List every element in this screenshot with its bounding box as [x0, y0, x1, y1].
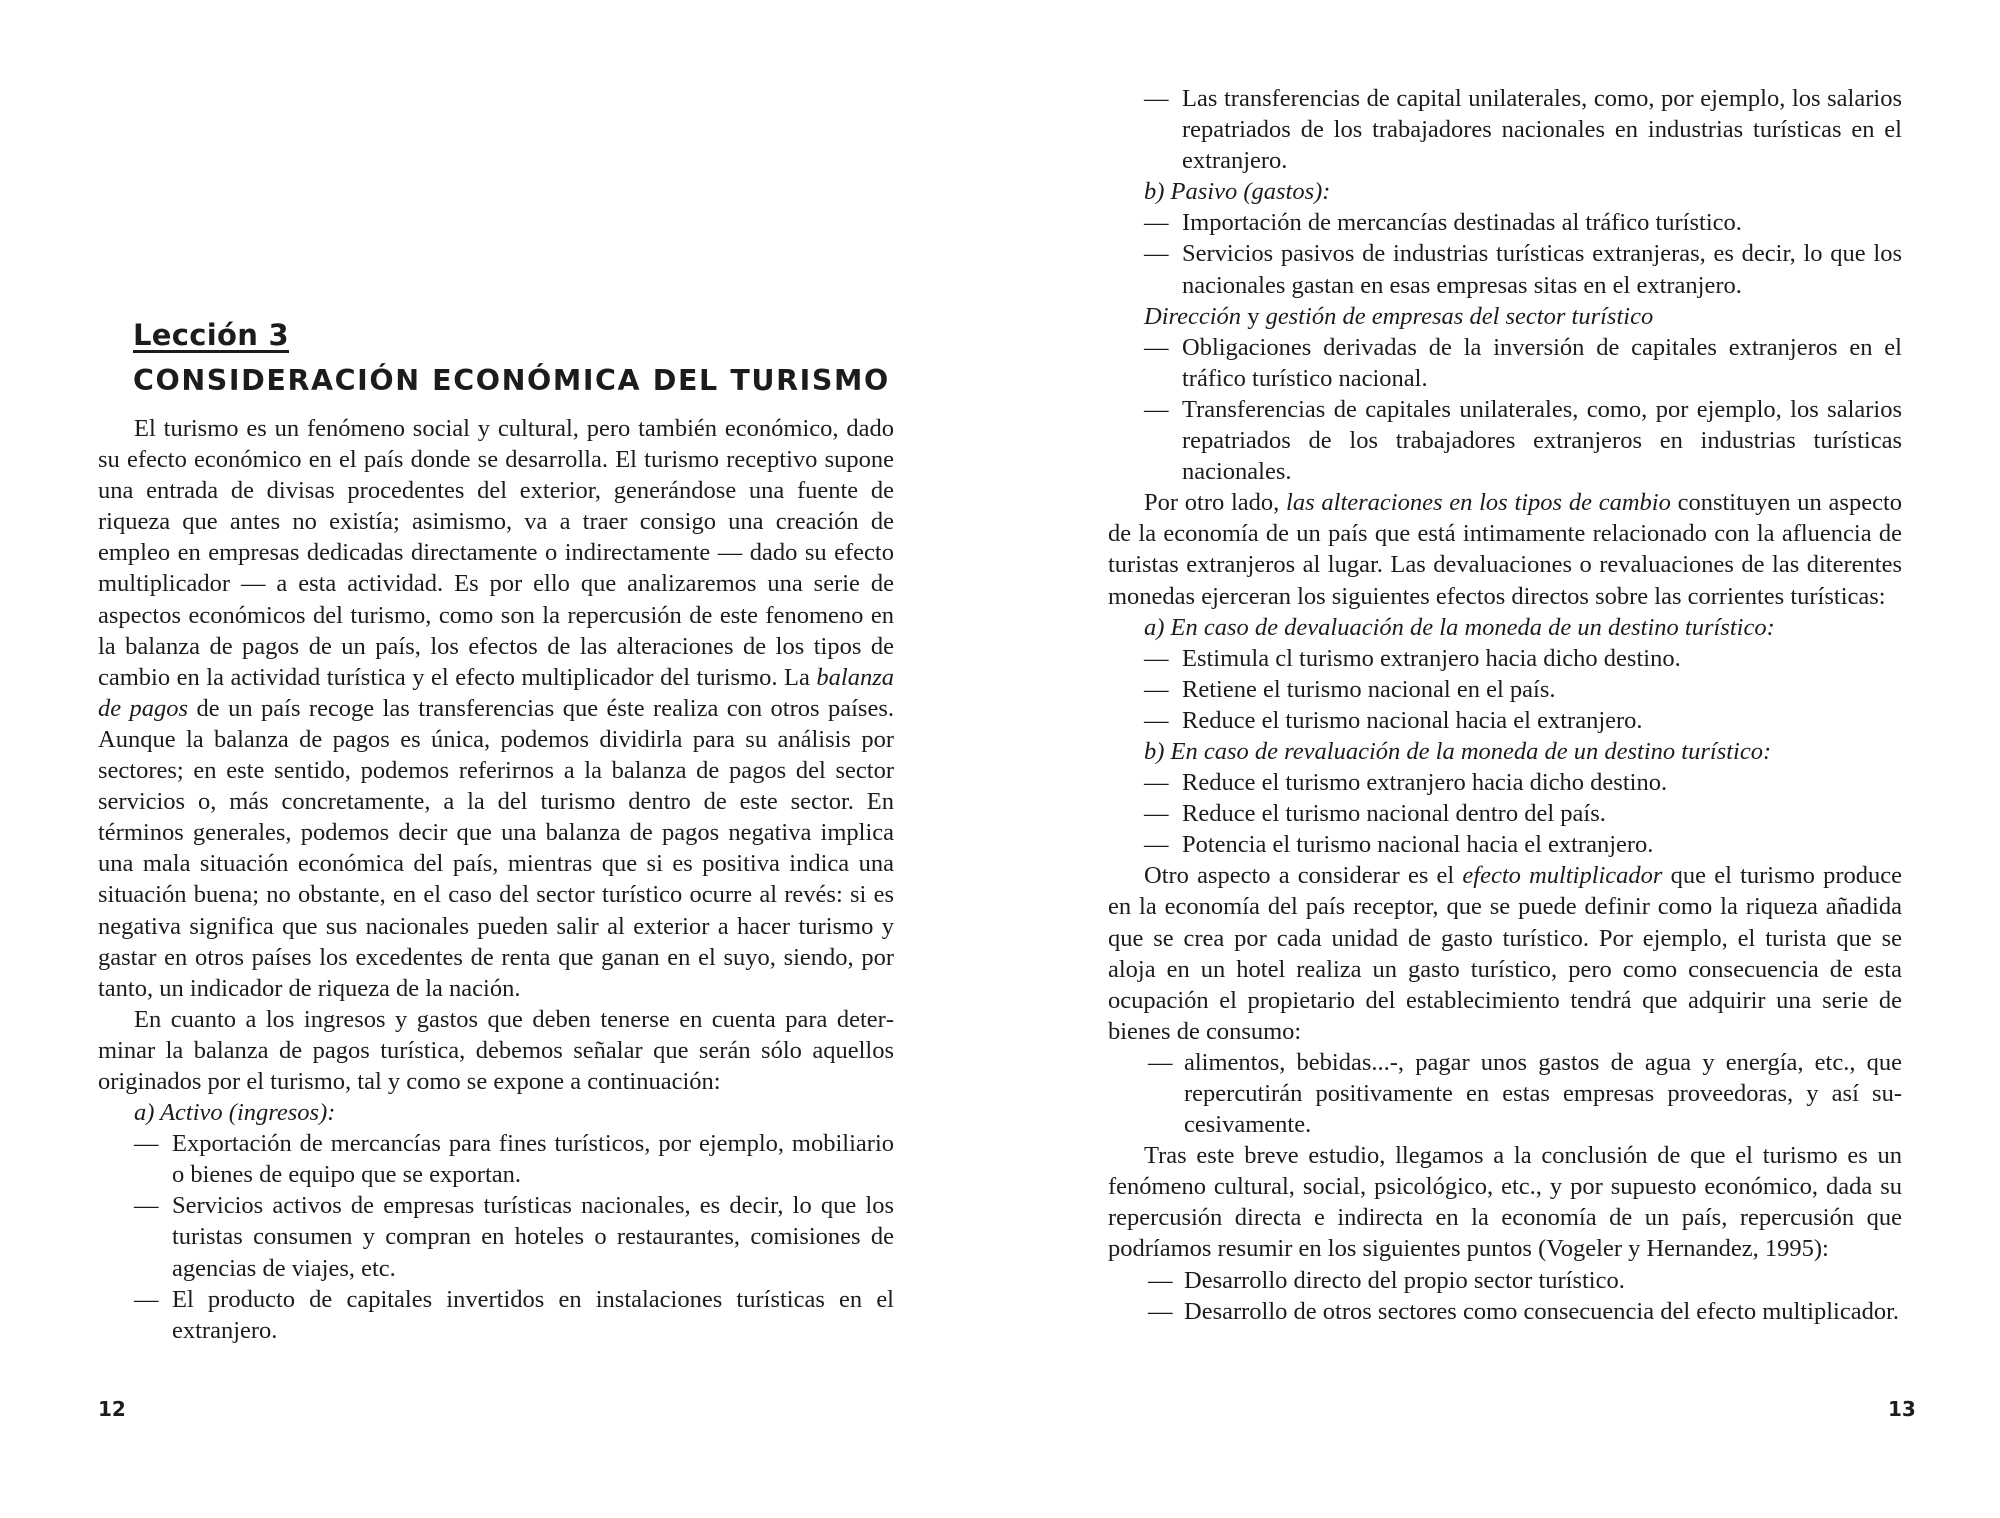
- paragraph-text: Otro aspecto a considerar es el: [1144, 862, 1463, 890]
- list-item: [98, 1128, 894, 1190]
- emphasis-balanza-de-pagos: balanza de pagos: [98, 663, 894, 722]
- pasivo-heading: [1108, 176, 1902, 207]
- dash-mark: —: [1144, 395, 1169, 423]
- intro-paragraph: [98, 413, 894, 1004]
- list-item-text: Reduce el turismo nacional dentro del país.: [1182, 800, 1606, 828]
- list-item: [1108, 705, 1902, 736]
- list-item-text: Reduce el turismo extranjero hacia dicho destino.: [1182, 769, 1668, 797]
- devaluacion-heading-text: a) En caso de devaluación de la moneda de un destino turístico:: [1144, 613, 1775, 641]
- list-item: [1108, 238, 1902, 300]
- direccion-heading-part1: Dirección: [1144, 302, 1242, 330]
- paragraph-text: constituyen un aspecto de la economía de un país que está intimamente relacionado con la afluencia de turistas extranjeros al lugar. Las devaluaciones o revaluaciones de las diterentes monedas ejerceran los siguientes efectos directos sobre las corrientes turísticas:: [1108, 489, 1902, 610]
- dash-mark: —: [1144, 800, 1169, 828]
- lesson-number: Lección 3: [133, 318, 290, 352]
- paragraph-text: Por otro lado,: [1144, 489, 1287, 517]
- conclusion-paragraph: Tras este breve estudio, llegamos a la conclusión de que el turismo es un fenómeno cultural, social, psicológico, etc., y por supuesto económico, dada su repercusión directa e indirecta en la economía de un país, repercusión que podríamos resumir en los siguientes puntos (Vogeler y Hernandez, 1995):: [1108, 1142, 1902, 1263]
- paragraph-text: que el turismo produce en la economía del país receptor, que se puede definir como la riqueza añadida que se crea por cada unidad de gasto turístico. Por ejemplo, el turista que se aloja en un hotel realiza un gasto turístico, pero como consecuencia de esta ocupación el propietario del establecimiento tendrá que adquirir una serie de bienes de consumo:: [1108, 862, 1903, 1045]
- list-item: [1108, 207, 1902, 238]
- list-item: [1108, 767, 1902, 798]
- dash-mark: —: [1144, 675, 1169, 703]
- list-item: [98, 1284, 894, 1346]
- efecto-multiplicador-paragraph: [1108, 860, 1902, 1047]
- pasivo-heading-text: b) Pasivo (gastos):: [1144, 178, 1331, 206]
- dash-mark: —: [1148, 1266, 1173, 1294]
- emphasis-efecto-multiplicador: efecto multiplicador: [1462, 862, 1663, 890]
- paragraph-text: de un país recoge las transferencias que éste realiza con otros países. Aunque la balanza de pagos es única, podemos dividirla para su análisis por sectores; en este sentido, podemos referirnos a la balanza de pagos del sector servicios o, más concretamente, a la del turismo dentro de este sector. En términos generales, podemos decir que una balanza de pagos negativa implica una mala situación económica del país, mientras que si es positiva indica una situación buena; no obstante, en el caso del sector turístico ocurre al revés: si es negativa significa que sus nacionales pueden salir al exterior a hacer turismo y gastar en otros países los excedentes de renta que ganan en el suyo, siendo, por tanto, un indicador de riqueza de la nación.: [98, 694, 894, 1002]
- list-item: [1108, 332, 1902, 394]
- revaluacion-heading-text: b) En caso de revaluación de la moneda de un destino turístico:: [1144, 737, 1772, 765]
- list-item: [1108, 1265, 1902, 1296]
- dash-mark: —: [1144, 240, 1169, 268]
- devaluacion-heading: [1108, 612, 1902, 643]
- ingresos-gastos-paragraph: En cuanto a los ingresos y gastos que deben tenerse en cuenta para determinar la balanza de pagos turística, debemos señalar que serán sólo aquellos originados por el turismo, tal y como se expone a continuación:: [98, 1005, 894, 1095]
- list-item-text: Desarrollo de otros sectores como consecuencia del efecto multiplicador.: [1184, 1297, 1899, 1325]
- direccion-heading: [1108, 301, 1902, 332]
- list-item: [98, 1190, 894, 1283]
- page-number: 13: [1888, 1397, 1916, 1421]
- right-page: [1000, 0, 2000, 1518]
- list-item-text: Potencia el turismo nacional hacia el extranjero.: [1182, 831, 1654, 859]
- list-item-text: El producto de capitales invertidos en instalaciones turísticas en el extranjero.: [172, 1285, 894, 1344]
- list-item-text: Retiene el turismo nacional en el país.: [1182, 675, 1556, 703]
- dash-mark: —: [1144, 85, 1169, 112]
- page-number: 12: [98, 1397, 126, 1421]
- dash-mark: —: [1144, 706, 1169, 734]
- dash-mark: —: [1144, 209, 1169, 237]
- list-item-text: Importación de mercancías destinadas al tráfico turístico.: [1182, 209, 1742, 237]
- list-item-text: Las transferencias de capital unilaterales, como, por ejemplo, los salarios repatriados de los trabajadores nacionales en industrias turísticas en el extranjero.: [1182, 85, 1902, 175]
- dash-mark: —: [1144, 831, 1169, 859]
- lesson-title: CONSIDERACIÓN ECONÓMICA DEL TURISMO: [133, 364, 890, 397]
- list-item: [1108, 394, 1902, 487]
- list-item-text: Obligaciones derivadas de la inversión de capitales extranjeros en el tráfico turístico nacional.: [1182, 333, 1902, 392]
- dash-mark: —: [134, 1285, 159, 1313]
- list-item: [1108, 829, 1902, 860]
- activo-heading: [98, 1097, 894, 1128]
- list-item-text: Estimula cl turismo extranjero hacia dicho destino.: [1182, 644, 1681, 672]
- emphasis-tipos-de-cambio: las alteraciones en los tipos de cambio: [1286, 489, 1671, 517]
- tipos-de-cambio-paragraph: [1108, 487, 1902, 611]
- list-item-text: Transferencias de capitales unilaterales, como, por ejemplo, los salarios repatriados de los trabajadores extranjeros en industrias turísticas nacionales.: [1182, 395, 1902, 486]
- list-item: [1108, 798, 1902, 829]
- right-text-column: [1108, 83, 1902, 1327]
- dash-mark: —: [134, 1130, 159, 1158]
- list-item: [1108, 83, 1902, 176]
- dash-mark: —: [1148, 1297, 1173, 1325]
- list-item: [1108, 1296, 1902, 1327]
- list-item: [1108, 1047, 1902, 1140]
- dash-mark: —: [1144, 333, 1169, 361]
- revaluacion-heading: [1108, 736, 1902, 767]
- list-item-text: Servicios activos de empresas turísticas nacionales, es decir, lo que los turistas consumen y compran en hoteles o restaurantes, comisiones de agencias de viajes, etc.: [172, 1192, 894, 1282]
- dash-mark: —: [1144, 769, 1169, 797]
- list-item: [1108, 674, 1902, 705]
- list-item-text: alimentos, bebidas...-, pagar unos gastos de agua y energía, etc., que repercutirán positivamente en estas empresas proveedoras, y así sucesivamente.: [1184, 1048, 1902, 1139]
- dash-mark: —: [1144, 644, 1169, 672]
- dash-mark: —: [134, 1192, 159, 1220]
- list-item-text: Servicios pasivos de industrias turísticas extranjeras, es decir, lo que los nacionales gastan en esas empresas sitas en el extranjero.: [1182, 240, 1902, 299]
- list-item-text: Reduce el turismo nacional hacia el extranjero.: [1182, 706, 1643, 734]
- direccion-heading-part2: gestión de empresas del sector turístico: [1265, 302, 1654, 330]
- direccion-heading-connector: y: [1241, 302, 1266, 330]
- left-text-column: [98, 413, 894, 1346]
- list-item-text: Exportación de mercancías para fines turísticos, por ejemplo, mobiliario o bienes de equipo que se exportan.: [172, 1130, 894, 1189]
- paragraph-text: El turismo es un fenómeno social y cultural, pero también económico, dado su efecto económico en el país donde se desarrolla. El turismo receptivo supone una entrada de divisas procedentes del exterior, generándose una fuente de riqueza que antes no existía; asimismo, va a traer consigo una creación de empleo en empresas dedicadas directamente o indirectamente — dado su efecto multiplicador — a esta actividad. Es por ello que analizaremos una serie de aspectos económicos del turismo, como son la repercusión de este fenomeno en la balanza de pagos de un país, los efectos de las alteraciones de los tipos de cambio en la actividad turística y el efecto multiplicador del turismo. La: [98, 415, 894, 691]
- dash-mark: —: [1148, 1048, 1173, 1076]
- activo-heading-text: a) Activo (ingresos):: [134, 1099, 336, 1127]
- list-item-text: Desarrollo directo del propio sector turístico.: [1184, 1266, 1625, 1294]
- list-item: [1108, 643, 1902, 674]
